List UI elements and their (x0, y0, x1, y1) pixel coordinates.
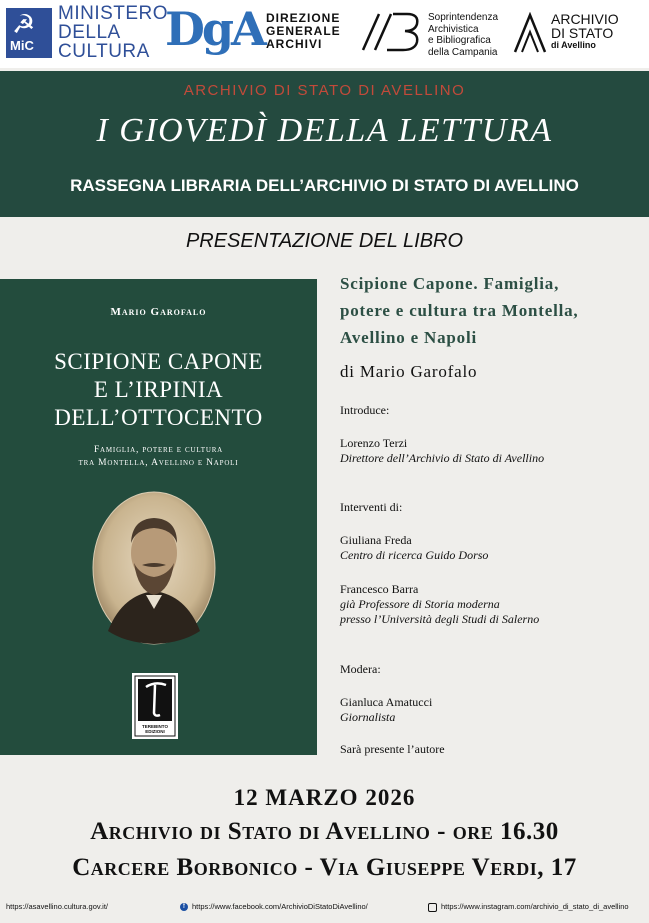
modera-label: Modera: (340, 662, 381, 676)
event-address: Carcere Borbonico - Via Giuseppe Verdi, 17 (72, 854, 577, 881)
mic-logo (6, 8, 52, 58)
book-author: di Mario Garofalo (340, 362, 478, 381)
section-heading: PRESENTAZIONE DEL LIBRO (185, 230, 464, 252)
terebinto-logo-icon (132, 673, 178, 739)
speaker-1-name: Giuliana Freda (340, 533, 412, 547)
soprintendenza-text: Soprintendenza Archivistica e Bibliografica della Campania (428, 12, 499, 58)
introducer (340, 436, 544, 466)
series-title: I GIOVEDÌ DELLA LETTURA (96, 112, 553, 149)
speaker-1-role: Centro di ricerca Guido Dorso (340, 548, 489, 562)
event-venue-time: Archivio di Stato di Avellino - ore 16.30 (90, 818, 559, 845)
direzione-generale-text: DIREZIONE GENERALE ARCHIVI (266, 11, 341, 51)
book-title: Scipione Capone. Famiglia, potere e cultura tra Montella, Avellino e Napoli (340, 274, 579, 347)
portrait-image (92, 491, 216, 645)
dga-logo: DgA (165, 2, 264, 56)
cover-title: SCIPIONE CAPONE E L’IRPINIA DELL’OTTOCENTO (54, 349, 263, 430)
speaker-1 (340, 533, 488, 563)
introducer-role: Direttore dell’Archivio di Stato di Avellino (340, 451, 545, 465)
instagram-icon (428, 903, 437, 912)
introducer-name: Lorenzo Terzi (340, 436, 408, 450)
svg-text:EDIZIONI: EDIZIONI (145, 729, 165, 734)
footer-links (0, 899, 649, 919)
svg-text:TEREBINTO: TEREBINTO (142, 724, 168, 729)
author-note: Sarà presente l’autore (340, 742, 445, 756)
introduce-label: Introduce: (340, 403, 390, 417)
moderator-role: Giornalista (340, 710, 396, 724)
facebook-link[interactable]: f https://www.facebook.com/ArchivioDiStatoDiAvellino/ (180, 902, 368, 911)
series-subtitle: RASSEGNA LIBRARIA DELL’ARCHIVIO DI STATO DI AVELLINO (70, 176, 579, 195)
moderator (340, 695, 432, 725)
cover-author: Mario Garofalo (110, 306, 207, 318)
sab-logo-icon (357, 10, 423, 54)
publisher-logo (132, 673, 178, 739)
facebook-icon: f (180, 903, 188, 911)
mic-label: MiC (10, 38, 34, 53)
cover-subtitle: Famiglia, potere e cultura tra Montella, Avellino e Napoli (78, 445, 239, 468)
archivio-stato-logo-text: ARCHIVIO DI STATO di Avellino (551, 11, 619, 50)
speaker-2-name: Francesco Barra (340, 582, 419, 596)
organizer-name: ARCHIVIO DI STATO DI AVELLINO (183, 82, 466, 99)
moderator-name: Gianluca Amatucci (340, 695, 433, 709)
event-date: 12 MARZO 2026 (233, 785, 416, 810)
mic-emblem-icon: ☭ (12, 10, 36, 39)
site-link[interactable]: https://asavellino.cultura.gov.it/ (6, 902, 108, 911)
speaker-2-role-line2: presso l’Università degli Studi di Salerno (340, 612, 540, 626)
interventi-label: Interventi di: (340, 500, 403, 514)
instagram-link[interactable]: https://www.instagram.com/archivio_di_stato_di_avellino (428, 902, 629, 912)
speaker-2-role-line1: già Professore di Storia moderna (340, 597, 500, 611)
ministero-logo-text: MINISTERO DELLA CULTURA (58, 3, 169, 62)
speaker-2 (340, 582, 539, 627)
archivio-stato-logo-icon (512, 12, 548, 54)
